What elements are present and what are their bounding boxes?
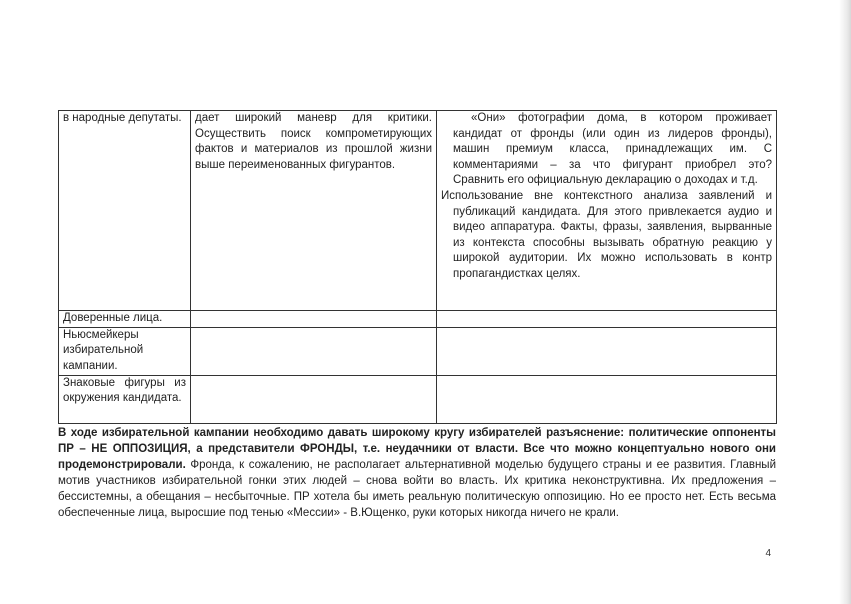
table-row (59, 311, 777, 328)
table-cell: в народные депутаты. (59, 111, 191, 311)
table-cell (437, 111, 777, 311)
summary-bold-text: В ходе избирательной кампании необходимо давать широкому кругу избирателей разъяснение: политические оппоненты ПР – НЕ ОППОЗИЦИЯ, а представители ФРОНДЫ, т.е. неудачники от власти. Все что можно концептуально нового они продемонстрировали. (58, 427, 776, 471)
table-cell (437, 327, 777, 375)
table-cell: Ньюсмейкеры избирательной кампании. (59, 327, 191, 375)
page-number: 4 (765, 548, 771, 559)
table-cell (191, 311, 437, 328)
table-cell (437, 375, 777, 423)
table-row (59, 375, 777, 423)
cell-paragraph: «Они» фотографии дома, в котором проживает кандидат от фронды (или один из лидеров фронды), машин премиум класса, принадлежащих им. С комментариями – за что фигурант приобрел это? Сравнить его официальную декларацию о доходах и т.д. (453, 112, 772, 187)
table-cell (191, 375, 437, 423)
table-cell (191, 327, 437, 375)
cell-paragraph: Использование вне контекстного анализа заявлений и публикаций кандидата. Для этого привлекается аудио и видео аппаратура. Факты, фразы, заявления, вырванные из контекста способны вызывать обратную реакцию у широкой аудитории. Их можно использовать в контр пропагандистках целях. (441, 189, 772, 280)
table-cell: дает широкий маневр для критики. Осуществить поиск компрометирующих фактов и материалов из прошлой жизни выше переименованных фигурантов. (191, 111, 437, 311)
table-cell: Доверенные лица. (59, 311, 191, 328)
table-cell (437, 311, 777, 328)
table-cell: Знаковые фигуры из окружения кандидата. (59, 375, 191, 423)
summary-regular-text: Фронда, к сожалению, не располагает альтернативной моделью будущего страны и ее развития. Главный мотив участников избирательной гонки этих людей – снова войти во власть. Их критика неконструктивна. Их предложения – бессистемны, а обещания – несбыточные. ПР хотела бы иметь реальную политическую оппозицию. Но ее просто нет. Есть весьма обеспеченные лица, выросшие под тенью «Мессии» - В.Ющенко, руки которых никогда ничего не крали. (58, 459, 776, 519)
summary-paragraph (58, 425, 776, 521)
page-edge-shadow (839, 0, 851, 604)
table-row (59, 111, 777, 311)
document-table (58, 110, 777, 424)
table-row (59, 327, 777, 375)
